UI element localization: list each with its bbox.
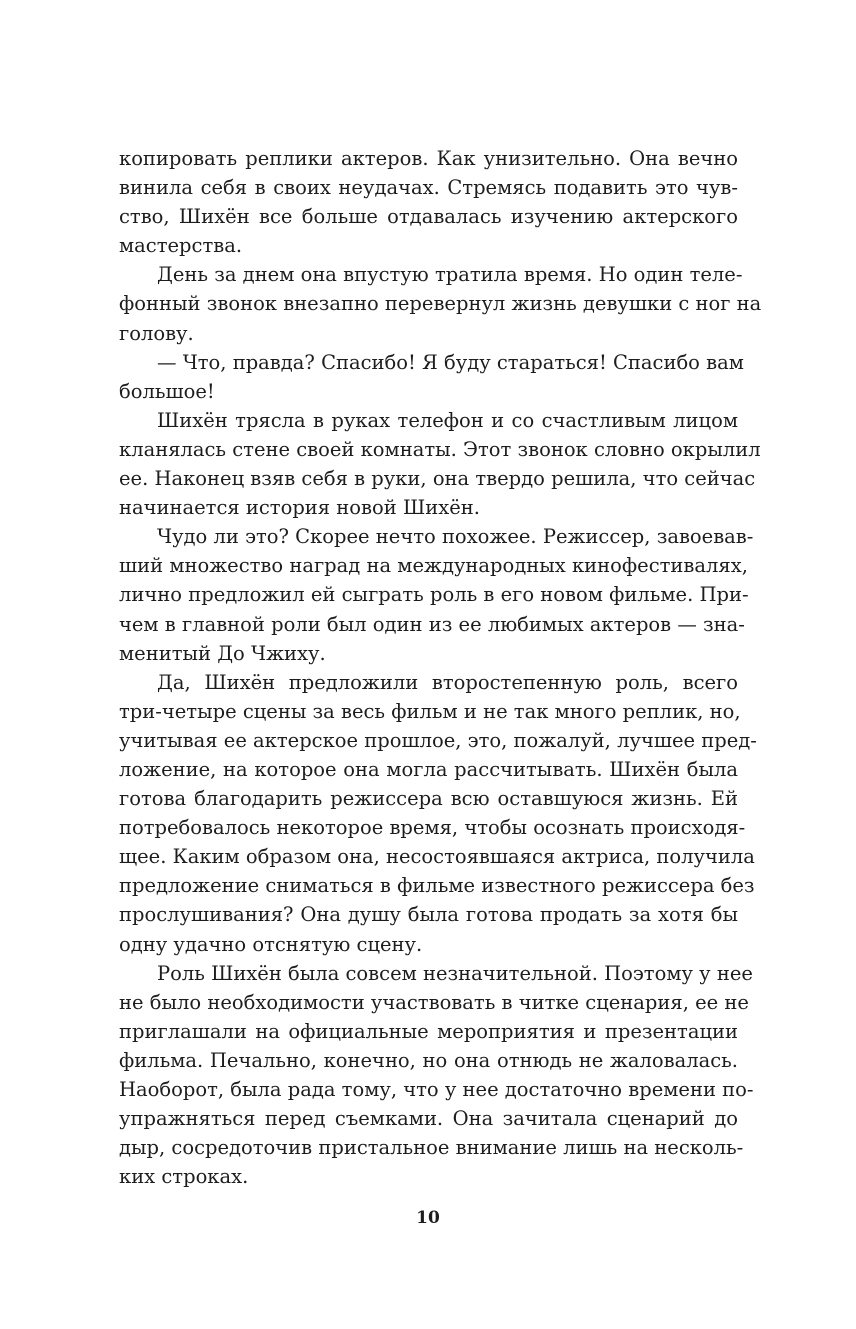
text-line: прослушивания? Она душу была готова продать за хотя бы: [119, 903, 738, 927]
text-line: ство, Шихён все больше отдавалась изучению актерского: [119, 205, 738, 229]
text-line: голову.: [119, 321, 194, 345]
text-line: Да, Шихён предложили второстепенную роль, всего: [157, 670, 738, 694]
text-line: Шихён трясла в руках телефон и со счастливым лицом: [157, 408, 738, 432]
text-line: не было необходимости участвовать в читке сценария, ее не: [119, 990, 749, 1014]
text-line: учитывая ее актерское прошлое, это, пожалуй, лучшее пред-: [119, 728, 757, 752]
text-line: мастерства.: [119, 234, 243, 258]
text-line: одну удачно отснятую сцену.: [119, 932, 423, 956]
paragraph: [119, 522, 754, 667]
text-line: ший множество наград на международных кинофестивалях,: [119, 554, 748, 578]
text-line: винила себя в своих неудачах. Стремясь подавить это чув-: [119, 176, 738, 200]
text-line: Наоборот, была рада тому, что у нее достаточно времени по-: [119, 1078, 754, 1101]
text-line: три-четыре сцены за весь фильм и не так много реплик, но,: [119, 699, 741, 723]
paragraph: [119, 406, 761, 522]
text-line: фильма. Печально, конечно, но она отнюдь не жаловалась.: [119, 1048, 738, 1072]
paragraph: [119, 348, 744, 406]
text-line: чем в главной роли был один из ее любимых актеров — зна-: [119, 612, 745, 636]
text-line: ложение, на которое она могла рассчитывать. Шихён была: [119, 757, 738, 781]
body-text: [119, 144, 762, 1191]
text-line: ких строках.: [119, 1165, 249, 1189]
text-line: начинается история новой Шихён.: [119, 496, 480, 520]
text-line: щее. Каким образом она, несостоявшаяся актриса, получила: [119, 845, 755, 869]
text-line: — Что, правда? Спасибо! Я буду стараться! Спасибо вам: [157, 350, 744, 374]
text-line: Роль Шихён была совсем незначительной. Поэтому у нее: [157, 961, 753, 985]
text-line: дыр, сосредоточив пристальное внимание лишь на несколь-: [119, 1136, 744, 1160]
text-line: готова благодарить режиссера всю оставшуюся жизнь. Ей: [119, 787, 738, 811]
text-line: лично предложил ей сыграть роль в его новом фильме. При-: [119, 583, 749, 607]
text-line: потребовалось некоторое время, чтобы осознать происходя-: [119, 816, 746, 840]
paragraph: [119, 959, 754, 1192]
text-line: упражняться перед съемками. Она зачитала сценарий до: [119, 1107, 738, 1131]
text-line: приглашали на официальные мероприятия и презентации: [119, 1019, 738, 1043]
paragraph: [119, 144, 738, 260]
text-line: День за днем она впустую тратила время. Но один теле-: [157, 263, 743, 287]
paragraph: [119, 260, 762, 347]
text-line: кланялась стене своей комнаты. Этот звонок словно окрылил: [119, 437, 761, 461]
text-line: фонный звонок внезапно перевернул жизнь девушки с ног на: [119, 292, 762, 316]
text-line: копировать реплики актеров. Как унизительно. Она вечно: [119, 147, 738, 170]
text-line: менитый До Чжиху.: [119, 641, 326, 665]
text-line: ее. Наконец взяв себя в руки, она твердо решила, что сейчас: [119, 467, 756, 491]
paragraph: [119, 668, 757, 959]
text-line: Чудо ли это? Скорее нечто похожее. Режиссер, завоевав-: [157, 525, 754, 549]
text-line: большое!: [119, 379, 215, 403]
page-number: 10: [416, 1208, 440, 1228]
text-line: предложение сниматься в фильме известного режиссера без: [119, 874, 755, 898]
